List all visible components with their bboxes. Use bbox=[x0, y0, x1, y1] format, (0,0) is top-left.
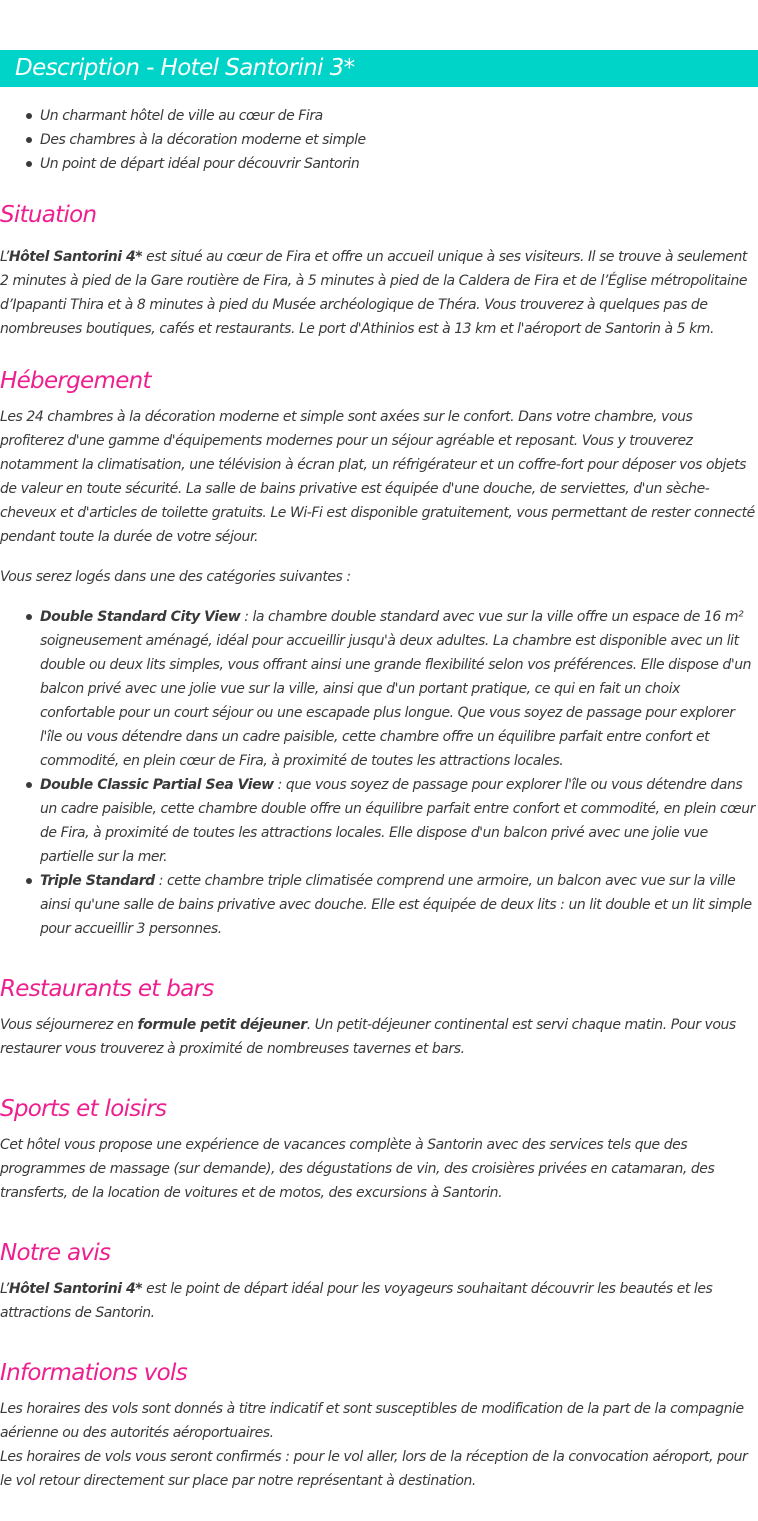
description-banner bbox=[0, 50, 758, 87]
sports-heading: Sports et loisirs bbox=[0, 1096, 167, 1122]
vols-line: Les horaires des vols sont donnés à titre indicatif et sont susceptibles de modification de la part de la compagnie aérienne ou des autorités aéroportuaires. bbox=[0, 1401, 744, 1441]
vols-line: Les horaires de vols vous seront confirmés : pour le vol aller, lors de la réception de la convocation aéroport, pour le vol retour directement sur place par notre représentant à destination. bbox=[0, 1449, 748, 1489]
hebergement-paragraph: Les 24 chambres à la décoration moderne et simple sont axées sur le confort. Dans votre chambre, vous profiterez d'une gamme d'équipements modernes pour un séjour agréable et reposant. Vous y trouverez notamment la climatisation, une télévision à écran plat, un réfrigérateur et un coffre-fort pour déposer vos objets de valeur en toute sécurité. La salle de bains privative est équipée d'une douche, de serviettes, d'un sèche-cheveux et d'articles de toilette gratuits. Le Wi-Fi est disponible gratuitement, vous permettant de rester connecté pendant toute la durée de votre séjour. bbox=[0, 409, 755, 545]
room-category-item bbox=[40, 605, 758, 773]
intro-bullet-list bbox=[0, 104, 758, 176]
situation-heading: Situation bbox=[0, 202, 97, 228]
room-description: : cette chambre triple climatisée comprend une armoire, un balcon avec vue sur la ville ainsi qu'une salle de bains privative avec douche. Elle est équipée de deux lits : un lit double et un lit simple pour accueillir 3 personnes. bbox=[40, 873, 752, 937]
room-description: : la chambre double standard avec vue sur la ville offre un espace de 16 m² soigneusement aménagé, idéal pour accueillir jusqu'à deux adultes. La chambre est disponible avec un lit double ou deux lits simples, vous offrant ainsi une grande flexibilité selon vos préférences. Elle dispose d'un balcon privé avec une jolie vue sur la ville, ainsi que d'un portant pratique, ce qui en fait un choix confortable pour un court séjour ou une escapade plus longue. Que vous soyez de passage pour explorer l'île ou vous détendre dans un cadre paisible, cette chambre offre un équilibre parfait entre confort et commodité, en plein cœur de Fira, à proximité de toutes les attractions locales. bbox=[40, 609, 752, 769]
situation-paragraph: L’Hôtel Santorini 4* est situé au cœur de Fira et offre un accueil unique à ses visiteurs. Il se trouve à seulement 2 minutes à pied de la Gare routière de Fira, à 5 minutes à pied de la Caldera de Fira et de l’Église métropolitaine d’Ipapanti Thira et à 8 minutes à pied du Musée archéologique de Théra. Vous trouverez à quelques pas de nombreuses boutiques, cafés et restaurants. Le port d'Athinios est à 13 km et l'aéroport de Santorin à 5 km. bbox=[0, 249, 748, 337]
sports-paragraph: Cet hôtel vous propose une expérience de vacances complète à Santorin avec des services tels que des programmes de massage (sur demande), des dégustations de vin, des croisières privées en catamaran, des transferts, de la location de voitures et de motos, des excursions à Santorin. bbox=[0, 1137, 715, 1201]
vols-paragraph bbox=[0, 1397, 758, 1493]
hotel-name: Hôtel Santorini 4* bbox=[8, 249, 143, 265]
room-category-item bbox=[40, 773, 758, 869]
room-description: : que vous soyez de passage pour explorer l'île ou vous détendre dans un cadre paisible, cette chambre double offre un équilibre parfait entre confort et commodité, en plein cœur de Fira, à proximité de toutes les attractions locales. Elle dispose d'un balcon privé avec une jolie vue partielle sur la mer. bbox=[40, 777, 755, 865]
vols-heading: Informations vols bbox=[0, 1360, 187, 1386]
room-name: Triple Standard bbox=[40, 873, 155, 889]
room-category-list bbox=[0, 605, 758, 941]
avis-heading: Notre avis bbox=[0, 1240, 111, 1266]
hotel-name: Hôtel Santorini 4* bbox=[8, 1281, 143, 1297]
intro-bullet: Un charmant hôtel de ville au cœur de Fira bbox=[40, 104, 758, 128]
board-formula: formule petit déjeuner bbox=[137, 1017, 307, 1033]
categories-intro: Vous serez logés dans une des catégories suivantes : bbox=[0, 569, 351, 585]
room-name: Double Classic Partial Sea View bbox=[40, 777, 274, 793]
room-category-item bbox=[40, 869, 758, 941]
avis-paragraph: L’Hôtel Santorini 4* est le point de départ idéal pour les voyageurs souhaitant découvrir les beautés et les attractions de Santorin. bbox=[0, 1281, 713, 1321]
restaurants-paragraph: Vous séjournerez en formule petit déjeuner. Un petit-déjeuner continental est servi chaque matin. Pour vous restaurer vous trouverez à proximité de nombreuses tavernes et bars. bbox=[0, 1017, 736, 1057]
restaurants-heading: Restaurants et bars bbox=[0, 976, 214, 1002]
hebergement-heading: Hébergement bbox=[0, 368, 151, 394]
hotel-description-page bbox=[0, 50, 758, 1493]
intro-bullet: Des chambres à la décoration moderne et simple bbox=[40, 128, 758, 152]
banner-title: Description - Hotel Santorini 3* bbox=[15, 55, 355, 81]
intro-bullet: Un point de départ idéal pour découvrir Santorin bbox=[40, 152, 758, 176]
room-name: Double Standard City View bbox=[40, 609, 241, 625]
